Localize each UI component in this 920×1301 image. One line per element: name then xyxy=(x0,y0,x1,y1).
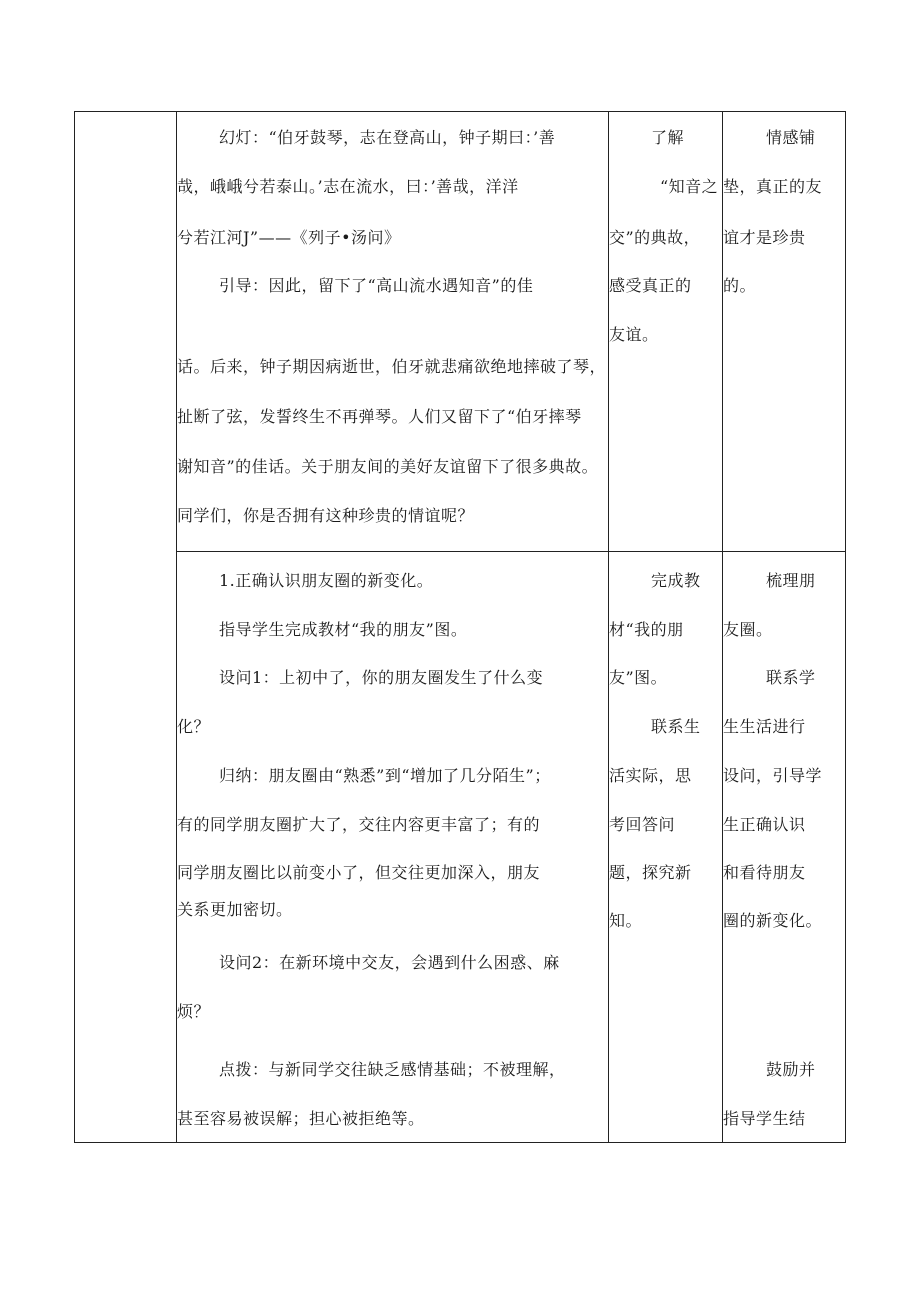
table-left-border xyxy=(74,111,75,1143)
text-line: 设问2：在新环境中交友，会遇到什么困惑、麻 xyxy=(219,953,560,972)
text-line: 友谊。 xyxy=(609,325,659,344)
text-line: 扯断了弦，发誓终生不再弹琴。人们又留下了“伯牙摔琴 xyxy=(177,407,582,426)
text-line: “知音之 xyxy=(660,177,719,196)
row-divider xyxy=(176,551,846,552)
text-line: 完成教 xyxy=(651,571,701,590)
text-line: 谢知音”的佳话。关于朋友间的美好友谊留下了很多典故。 xyxy=(177,457,599,476)
text-line: 鼓励并 xyxy=(766,1060,816,1079)
text-line: 烦？ xyxy=(177,1002,211,1021)
text-line: 情感铺 xyxy=(766,128,816,147)
table-right-border xyxy=(845,111,846,1143)
text-line: 兮若江河J”——《列子•汤问》 xyxy=(177,228,401,247)
text-line: 圈的新变化。 xyxy=(723,911,823,930)
text-line: 生生活进行 xyxy=(723,717,806,736)
text-line: 垫，真正的友 xyxy=(723,177,823,196)
text-line: 生正确认识 xyxy=(723,815,806,834)
text-line: 题，探究新 xyxy=(609,863,692,882)
text-line: 活实际，思 xyxy=(609,766,692,785)
text-line: 考回答问 xyxy=(609,815,676,834)
text-line: 幻灯：“伯牙鼓琴，志在登高山，钟子期曰：’善 xyxy=(219,128,556,147)
text-line: 化？ xyxy=(177,717,211,736)
text-line: 归纳：朋友圈由“熟悉”到“增加了几分陌生”； xyxy=(219,766,551,785)
text-line: 哉，峨峨兮若泰山。’志在流水，曰：’善哉，洋洋 xyxy=(177,177,519,196)
text-line: 同学们，你是否拥有这种珍贵的情谊呢？ xyxy=(177,506,475,525)
text-line: 友”图。 xyxy=(609,668,668,687)
text-line: 指导学生结 xyxy=(723,1109,806,1128)
text-line: 1.正确认识朋友圈的新变化。 xyxy=(219,571,434,590)
text-line: 交”的典故， xyxy=(609,228,701,247)
text-line: 点拨：与新同学交往缺乏感情基础；不被理解， xyxy=(219,1060,566,1079)
text-line: 设问，引导学 xyxy=(723,766,823,785)
text-line: 引导：因此，留下了“高山流水遇知音”的佳 xyxy=(219,276,534,295)
text-line: 友圈。 xyxy=(723,620,773,639)
text-line: 联系学 xyxy=(766,668,816,687)
text-line: 梳理朋 xyxy=(766,571,816,590)
text-line: 设问1：上初中了，你的朋友圈发生了什么变 xyxy=(219,668,544,687)
column-divider-1 xyxy=(176,111,177,1143)
text-line: 联系生 xyxy=(651,717,701,736)
text-line: 知。 xyxy=(609,911,643,930)
text-line: 了解 xyxy=(651,128,685,147)
table-bottom-border xyxy=(74,1142,846,1143)
text-line: 关系更加密切。 xyxy=(177,900,293,919)
text-line: 材“我的朋 xyxy=(609,620,684,639)
text-line: 谊才是珍贵 xyxy=(723,228,806,247)
text-line: 话。后来，钟子期因病逝世，伯牙就悲痛欲绝地摔破了琴， xyxy=(177,357,607,376)
text-line: 感受真正的 xyxy=(609,276,692,295)
table-top-border xyxy=(74,111,846,112)
text-line: 甚至容易被误解；担心被拒绝等。 xyxy=(177,1109,425,1128)
text-line: 有的同学朋友圈扩大了，交往内容更丰富了；有的 xyxy=(177,815,541,834)
text-line: 同学朋友圈比以前变小了，但交往更加深入，朋友 xyxy=(177,863,541,882)
text-line: 的。 xyxy=(723,276,757,295)
text-line: 和看待朋友 xyxy=(723,863,806,882)
text-line: 指导学生完成教材“我的朋友”图。 xyxy=(219,620,468,639)
